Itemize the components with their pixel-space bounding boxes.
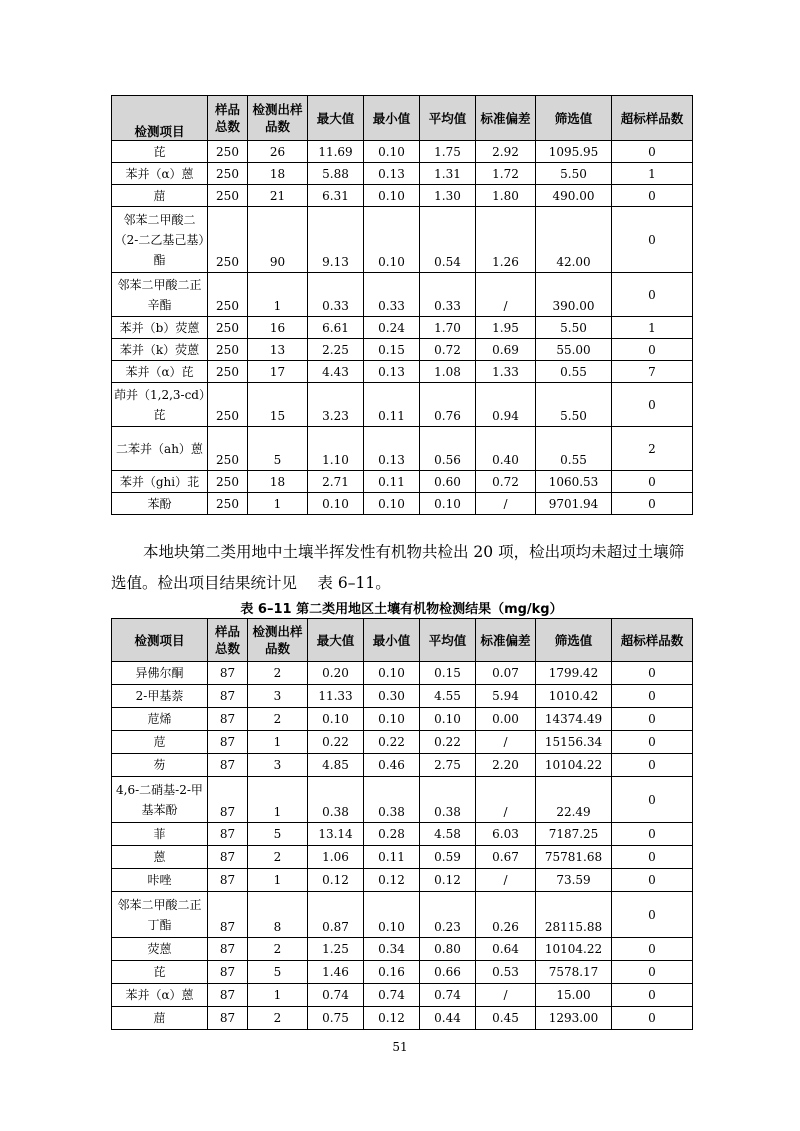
header-avg: 平均值 [420,619,476,662]
cell-screening: 7578.17 [536,961,612,984]
cell-exceed: 0 [612,961,693,984]
cell-min: 0.13 [364,361,420,383]
cell-detected: 18 [248,471,308,493]
cell-avg: 1.31 [420,163,476,185]
header-std: 标准偏差 [476,619,536,662]
header-min: 最小值 [364,619,420,662]
table1-body [112,141,693,515]
cell-exceed: 0 [612,869,693,892]
cell-item: 蒽 [112,846,208,869]
cell-total: 250 [208,471,248,493]
cell-screening: 28115.88 [536,892,612,938]
header-min: 最小值 [364,96,420,141]
table-row [112,754,693,777]
cell-avg: 4.58 [420,823,476,846]
cell-screening: 1095.95 [536,141,612,163]
cell-min: 0.22 [364,731,420,754]
cell-max: 4.43 [308,361,364,383]
cell-screening: 14374.49 [536,708,612,731]
cell-exceed: 0 [612,846,693,869]
cell-min: 0.13 [364,163,420,185]
cell-avg: 0.54 [420,207,476,273]
cell-item: 苯并（α）芘 [112,361,208,383]
cell-max: 0.33 [308,273,364,317]
cell-detected: 1 [248,869,308,892]
cell-item: 邻苯二甲酸二正辛酯 [112,273,208,317]
cell-min: 0.11 [364,471,420,493]
cell-max: 1.06 [308,846,364,869]
cell-avg: 2.75 [420,754,476,777]
cell-detected: 3 [248,754,308,777]
cell-item: 苯酚 [112,493,208,515]
cell-min: 0.10 [364,141,420,163]
cell-min: 0.46 [364,754,420,777]
cell-screening: 7187.25 [536,823,612,846]
cell-total: 250 [208,493,248,515]
cell-std: 6.03 [476,823,536,846]
cell-min: 0.38 [364,777,420,823]
cell-exceed: 1 [612,163,693,185]
table-row [112,207,693,273]
cell-min: 0.16 [364,961,420,984]
cell-total: 250 [208,141,248,163]
cell-detected: 13 [248,339,308,361]
cell-exceed: 0 [612,984,693,1007]
cell-avg: 0.74 [420,984,476,1007]
header-screening: 筛选值 [536,619,612,662]
cell-max: 1.10 [308,427,364,471]
cell-avg: 1.30 [420,185,476,207]
cell-std: 0.26 [476,892,536,938]
cell-max: 11.33 [308,685,364,708]
cell-screening: 15.00 [536,984,612,1007]
cell-exceed: 0 [612,685,693,708]
cell-exceed: 0 [612,708,693,731]
cell-std: 0.45 [476,1007,536,1030]
cell-exceed: 2 [612,427,693,471]
header-exceed: 超标样品数 [612,619,693,662]
cell-total: 250 [208,163,248,185]
cell-avg: 0.59 [420,846,476,869]
cell-avg: 1.70 [420,317,476,339]
cell-min: 0.74 [364,984,420,1007]
cell-item: 咔唑 [112,869,208,892]
table-row [112,273,693,317]
cell-std: / [476,493,536,515]
cell-detected: 5 [248,961,308,984]
cell-detected: 16 [248,317,308,339]
cell-detected: 2 [248,662,308,685]
cell-exceed: 7 [612,361,693,383]
cell-max: 0.74 [308,984,364,1007]
cell-std: 0.67 [476,846,536,869]
cell-item: 异佛尔酮 [112,662,208,685]
cell-screening: 1293.00 [536,1007,612,1030]
table-row [112,777,693,823]
cell-exceed: 0 [612,754,693,777]
cell-max: 0.10 [308,493,364,515]
cell-min: 0.10 [364,207,420,273]
cell-std: 2.92 [476,141,536,163]
cell-item: 2-甲基萘 [112,685,208,708]
table-caption: 表 6–11 第二类用地区土壤有机物检测结果（mg/kg） [240,602,563,617]
cell-std: 1.95 [476,317,536,339]
cell-max: 6.61 [308,317,364,339]
cell-max: 0.12 [308,869,364,892]
table-row [112,361,693,383]
cell-std: 5.94 [476,685,536,708]
cell-screening: 490.00 [536,185,612,207]
cell-exceed: 0 [612,662,693,685]
cell-avg: 0.72 [420,339,476,361]
cell-max: 0.87 [308,892,364,938]
cell-exceed: 0 [612,141,693,163]
cell-item: 邻苯二甲酸二正丁酯 [112,892,208,938]
cell-max: 0.38 [308,777,364,823]
cell-item: 苊 [112,731,208,754]
cell-min: 0.10 [364,493,420,515]
cell-total: 250 [208,273,248,317]
cell-avg: 0.60 [420,471,476,493]
table-header-row [112,96,693,141]
header-screening: 筛选值 [536,96,612,141]
cell-total: 250 [208,207,248,273]
cell-item: 二苯并（ah）蒽 [112,427,208,471]
cell-item: 芘 [112,961,208,984]
cell-exceed: 0 [612,938,693,961]
cell-total: 87 [208,708,248,731]
cell-std: 1.26 [476,207,536,273]
cell-avg: 0.44 [420,1007,476,1030]
cell-max: 0.20 [308,662,364,685]
cell-screening: 10104.22 [536,938,612,961]
table-row [112,317,693,339]
cell-detected: 5 [248,823,308,846]
cell-std: / [476,731,536,754]
table-row [112,141,693,163]
cell-avg: 0.56 [420,427,476,471]
cell-screening: 0.55 [536,361,612,383]
cell-avg: 0.15 [420,662,476,685]
cell-std: 0.40 [476,427,536,471]
cell-item: 苯并（ghi）苝 [112,471,208,493]
table-row [112,383,693,427]
cell-min: 0.10 [364,708,420,731]
header-exceed: 超标样品数 [612,96,693,141]
header-max: 最大值 [308,96,364,141]
cell-max: 2.71 [308,471,364,493]
header-avg: 平均值 [420,96,476,141]
cell-min: 0.30 [364,685,420,708]
body-paragraph: 本地块第二类用地中土壤半挥发性有机物共检出 20 项，检出项均未超过土壤筛选值。检出项目结果统计见 表 6–11。 [111,543,685,592]
table-row [112,339,693,361]
cell-avg: 0.80 [420,938,476,961]
cell-detected: 1 [248,731,308,754]
cell-avg: 1.08 [420,361,476,383]
table2-body [112,662,693,1030]
cell-avg: 0.10 [420,493,476,515]
cell-item: 邻苯二甲酸二（2-二乙基己基）酯 [112,207,208,273]
cell-item: 苊烯 [112,708,208,731]
cell-detected: 8 [248,892,308,938]
cell-total: 87 [208,823,248,846]
table-row [112,892,693,938]
header-std: 标准偏差 [476,96,536,141]
cell-detected: 3 [248,685,308,708]
cell-std: / [476,777,536,823]
detection-table-2 [111,618,693,1030]
cell-std: 2.20 [476,754,536,777]
cell-detected: 2 [248,1007,308,1030]
cell-screening: 1799.42 [536,662,612,685]
cell-item: 4,6-二硝基-2-甲基苯酚 [112,777,208,823]
cell-total: 87 [208,938,248,961]
cell-exceed: 0 [612,471,693,493]
cell-screening: 73.59 [536,869,612,892]
cell-detected: 2 [248,846,308,869]
cell-detected: 17 [248,361,308,383]
cell-avg: 0.33 [420,273,476,317]
cell-avg: 0.12 [420,869,476,892]
cell-total: 87 [208,754,248,777]
cell-item: 芴 [112,754,208,777]
cell-item: 䓛 [112,1007,208,1030]
cell-avg: 0.10 [420,708,476,731]
cell-max: 0.22 [308,731,364,754]
table-row [112,846,693,869]
cell-total: 87 [208,984,248,1007]
cell-max: 1.46 [308,961,364,984]
cell-std: 0.00 [476,708,536,731]
cell-item: 芘 [112,141,208,163]
cell-screening: 10104.22 [536,754,612,777]
cell-item: 苯并（b）荧蒽 [112,317,208,339]
cell-screening: 15156.34 [536,731,612,754]
cell-max: 4.85 [308,754,364,777]
cell-total: 87 [208,961,248,984]
cell-exceed: 0 [612,273,693,317]
cell-total: 250 [208,185,248,207]
cell-total: 87 [208,892,248,938]
cell-max: 0.10 [308,708,364,731]
table-row [112,471,693,493]
cell-exceed: 0 [612,493,693,515]
cell-exceed: 0 [612,339,693,361]
cell-detected: 1 [248,273,308,317]
table-row [112,493,693,515]
cell-item: 菲 [112,823,208,846]
table-row [112,163,693,185]
detection-table-1 [111,95,693,515]
cell-detected: 18 [248,163,308,185]
cell-min: 0.15 [364,339,420,361]
table-row [112,869,693,892]
table-row [112,823,693,846]
cell-std: 1.72 [476,163,536,185]
cell-total: 87 [208,846,248,869]
header-max: 最大值 [308,619,364,662]
cell-avg: 0.22 [420,731,476,754]
cell-detected: 90 [248,207,308,273]
cell-max: 5.88 [308,163,364,185]
table-row [112,938,693,961]
cell-exceed: 0 [612,185,693,207]
cell-screening: 1010.42 [536,685,612,708]
cell-total: 250 [208,383,248,427]
cell-item: 苯并（k）荧蒽 [112,339,208,361]
cell-std: 0.69 [476,339,536,361]
cell-item: 苯并（α）蒽 [112,163,208,185]
cell-screening: 1060.53 [536,471,612,493]
cell-min: 0.10 [364,662,420,685]
cell-total: 87 [208,869,248,892]
header-item: 检测项目 [112,619,208,662]
cell-exceed: 1 [612,317,693,339]
cell-exceed: 0 [612,823,693,846]
header-total: 样品总数 [208,96,248,141]
cell-min: 0.10 [364,185,420,207]
table-row [112,685,693,708]
cell-detected: 1 [248,493,308,515]
page-number: 51 [392,1040,408,1054]
cell-min: 0.10 [364,892,420,938]
cell-max: 11.69 [308,141,364,163]
cell-std: 1.80 [476,185,536,207]
cell-exceed: 0 [612,207,693,273]
cell-std: 0.64 [476,938,536,961]
cell-detected: 15 [248,383,308,427]
table-row [112,185,693,207]
cell-std: 0.94 [476,383,536,427]
cell-min: 0.28 [364,823,420,846]
cell-screening: 55.00 [536,339,612,361]
cell-total: 250 [208,317,248,339]
cell-max: 2.25 [308,339,364,361]
cell-avg: 0.38 [420,777,476,823]
cell-avg: 4.55 [420,685,476,708]
cell-detected: 2 [248,938,308,961]
header-detected: 检测出样品数 [248,96,308,141]
cell-total: 250 [208,427,248,471]
table-row [112,731,693,754]
cell-screening: 5.50 [536,317,612,339]
cell-item: 苯并（α）蒽 [112,984,208,1007]
cell-std: 0.07 [476,662,536,685]
cell-total: 87 [208,731,248,754]
cell-detected: 21 [248,185,308,207]
cell-min: 0.12 [364,1007,420,1030]
cell-total: 87 [208,777,248,823]
cell-max: 1.25 [308,938,364,961]
cell-exceed: 0 [612,777,693,823]
cell-detected: 2 [248,708,308,731]
cell-min: 0.33 [364,273,420,317]
cell-screening: 5.50 [536,383,612,427]
cell-min: 0.12 [364,869,420,892]
cell-avg: 0.66 [420,961,476,984]
cell-std: 1.33 [476,361,536,383]
cell-exceed: 0 [612,383,693,427]
cell-item: 荧蒽 [112,938,208,961]
table-row [112,708,693,731]
cell-avg: 0.23 [420,892,476,938]
table-row [112,1007,693,1030]
cell-item: 茚并（1,2,3-cd）芘 [112,383,208,427]
cell-min: 0.24 [364,317,420,339]
cell-total: 87 [208,1007,248,1030]
table-row [112,662,693,685]
cell-std: / [476,869,536,892]
header-item: 检测项目 [112,96,208,141]
cell-screening: 22.49 [536,777,612,823]
cell-screening: 0.55 [536,427,612,471]
cell-screening: 42.00 [536,207,612,273]
cell-total: 250 [208,361,248,383]
cell-max: 6.31 [308,185,364,207]
cell-min: 0.11 [364,846,420,869]
cell-screening: 9701.94 [536,493,612,515]
cell-exceed: 0 [612,731,693,754]
cell-total: 87 [208,685,248,708]
table-row [112,984,693,1007]
cell-std: / [476,984,536,1007]
cell-avg: 0.76 [420,383,476,427]
header-detected: 检测出样品数 [248,619,308,662]
cell-detected: 1 [248,984,308,1007]
cell-exceed: 0 [612,1007,693,1030]
table-row [112,427,693,471]
cell-screening: 75781.68 [536,846,612,869]
cell-max: 0.75 [308,1007,364,1030]
cell-std: / [476,273,536,317]
cell-total: 250 [208,339,248,361]
cell-detected: 1 [248,777,308,823]
table-row [112,961,693,984]
cell-std: 0.72 [476,471,536,493]
cell-min: 0.34 [364,938,420,961]
cell-item: 䓛 [112,185,208,207]
table-header-row [112,619,693,662]
cell-exceed: 0 [612,892,693,938]
cell-max: 3.23 [308,383,364,427]
cell-min: 0.13 [364,427,420,471]
cell-screening: 390.00 [536,273,612,317]
cell-std: 0.53 [476,961,536,984]
cell-min: 0.11 [364,383,420,427]
cell-max: 9.13 [308,207,364,273]
cell-detected: 5 [248,427,308,471]
header-total: 样品总数 [208,619,248,662]
cell-max: 13.14 [308,823,364,846]
cell-screening: 5.50 [536,163,612,185]
cell-detected: 26 [248,141,308,163]
cell-total: 87 [208,662,248,685]
cell-avg: 1.75 [420,141,476,163]
